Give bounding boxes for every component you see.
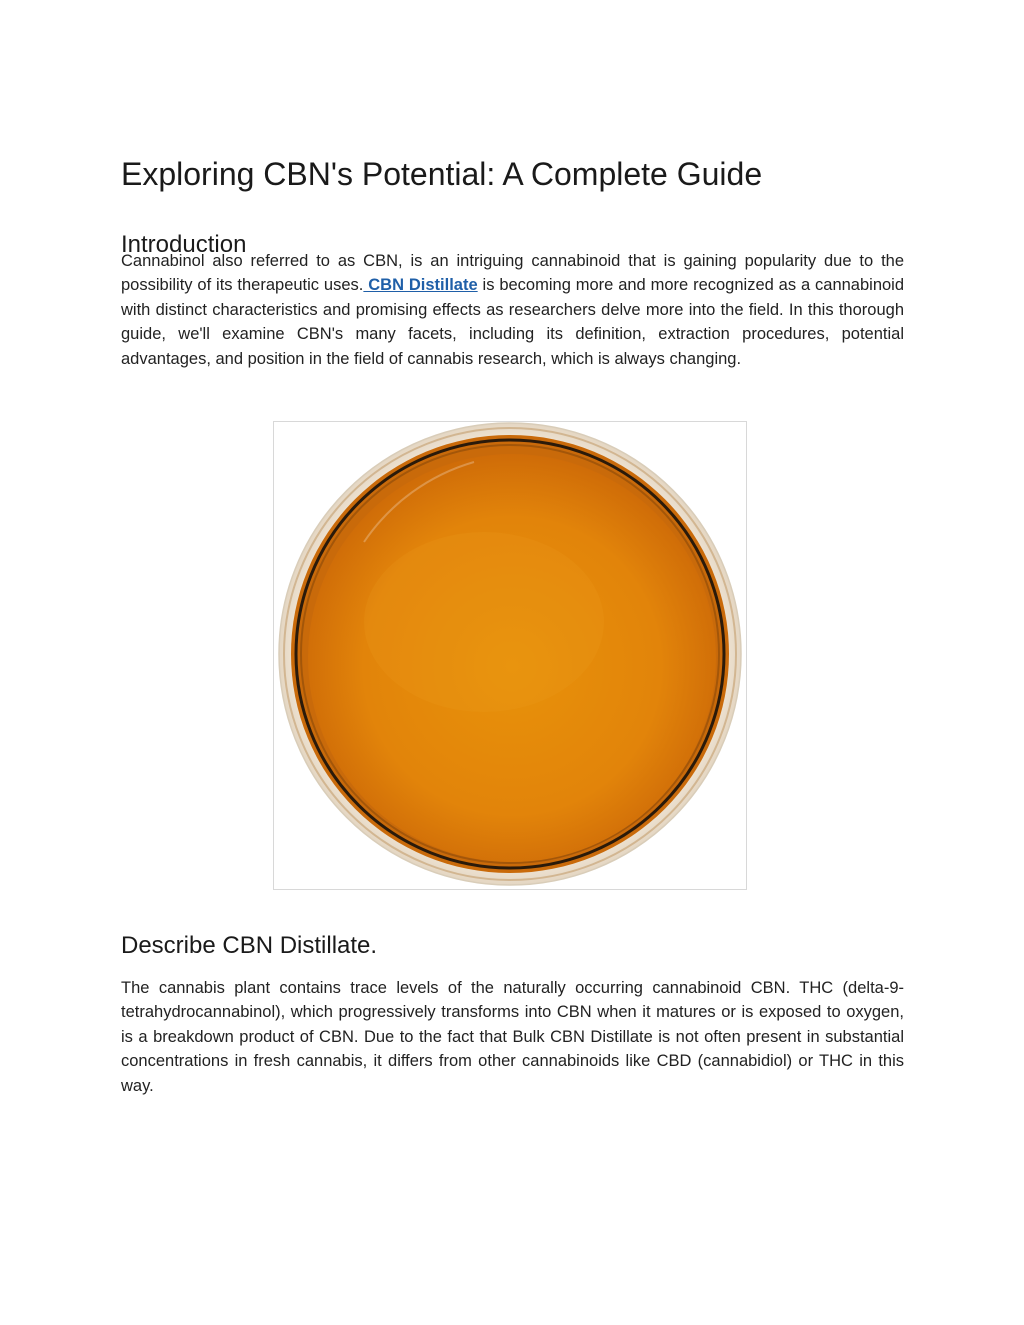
intro-paragraph xyxy=(121,249,904,371)
describe-paragraph: The cannabis plant contains trace levels of the naturally occurring cannabinoid CBN. THC (delta-9-tetrahydrocannabinol), which progressively transforms into CBN when it matures or is exposed to oxygen, is a breakdown product of CBN. Due to the fact that Bulk CBN Distillate is not often present in substantial concentrations in fresh cannabis, it differs from other cannabinoids like CBD (cannabidiol) or THC in this way. xyxy=(121,979,904,1095)
cbn-distillate-link[interactable]: CBN Distillate xyxy=(363,276,478,295)
section-heading-introduction: Introduction xyxy=(121,231,247,258)
page-title: Exploring CBN's Potential: A Complete Guide xyxy=(121,156,763,192)
petri-dish-icon xyxy=(274,422,746,889)
intro-text-after-link: is becoming more and more recognized as a cannabinoid with distinct characteristics and promising effects as researchers delve more into the field. In this thorough guide, we'll examine CBN's many facets, including its definition, extraction procedures, potential advantages, and position in the field of cannabis research, which is always changing. xyxy=(121,276,905,368)
intro-text-before-link: Cannabinol also referred to as CBN, is an intriguing cannabinoid that is gaining popularity due to the possibility of its therapeutic uses. xyxy=(121,252,904,295)
section-heading-describe: Describe CBN Distillate. xyxy=(121,932,378,959)
cbn-distillate-image xyxy=(273,421,747,890)
